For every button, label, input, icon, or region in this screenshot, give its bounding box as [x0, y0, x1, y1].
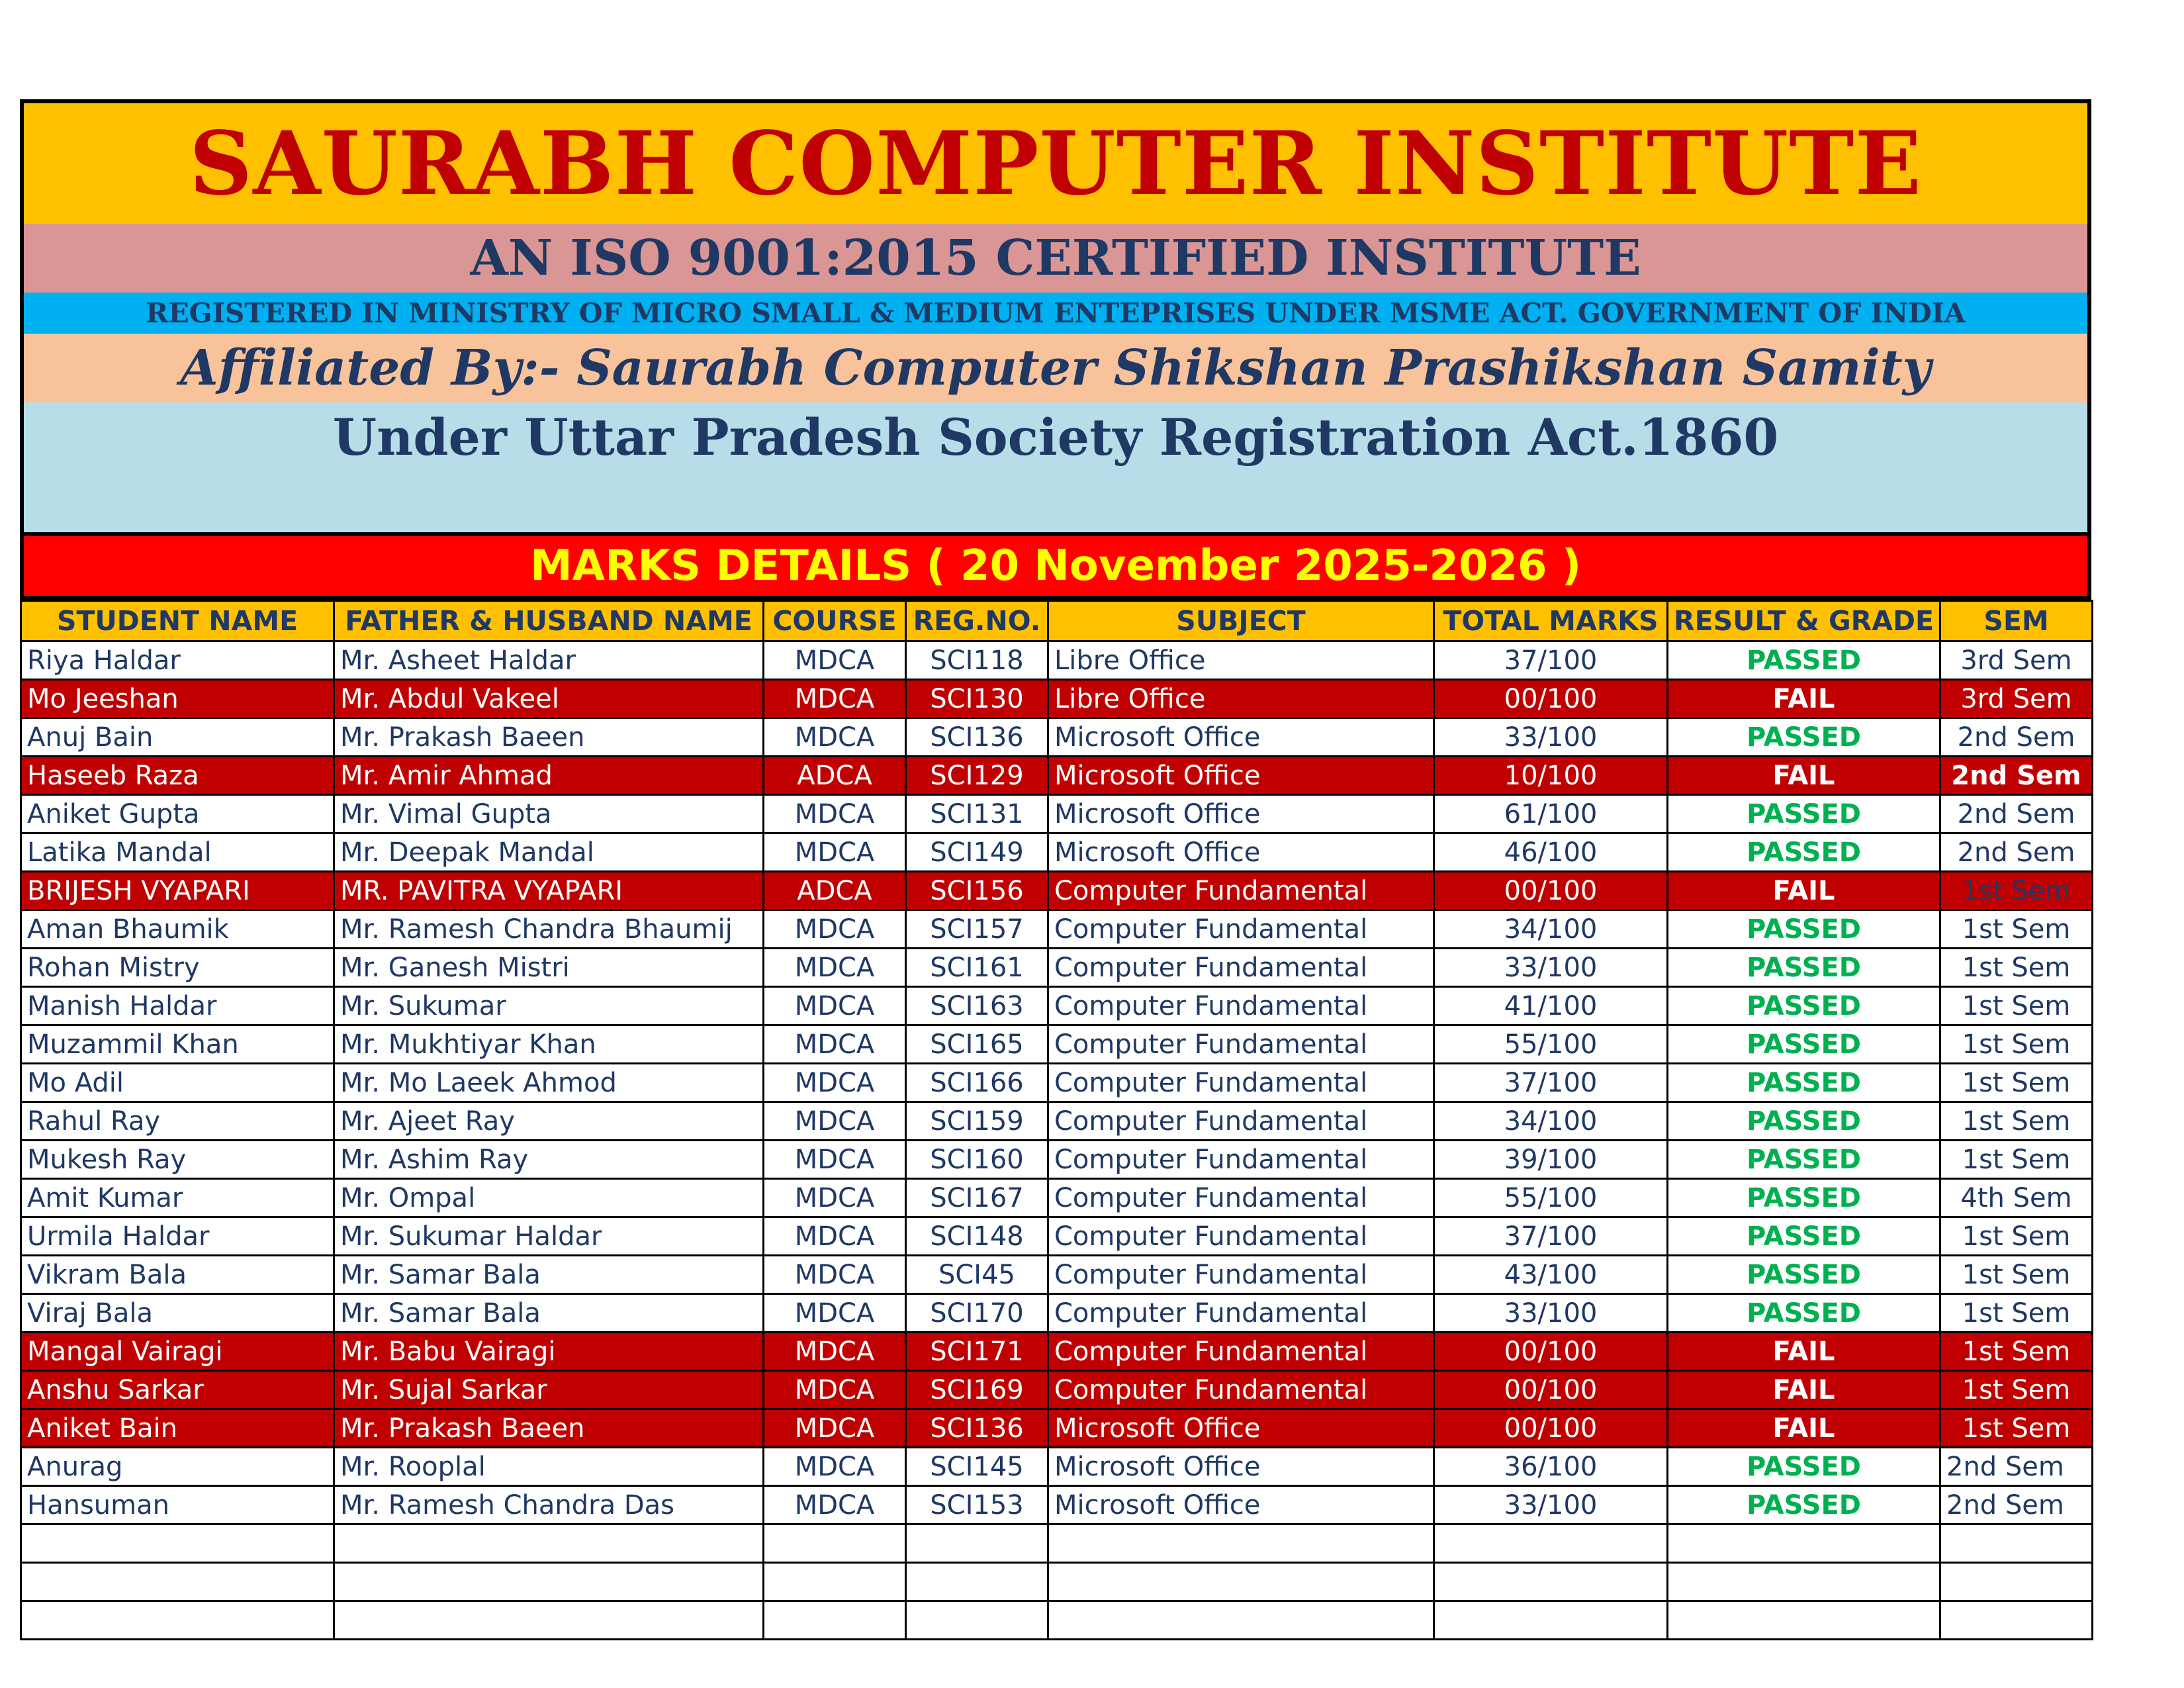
cell-course: MDCA: [764, 1333, 906, 1371]
cell-course: MDCA: [764, 1371, 906, 1409]
affiliation-line: Affiliated By:- Saurabh Computer Shikshan Prashikshan Samity: [24, 334, 2087, 402]
cell-course: MDCA: [764, 833, 906, 872]
cell-result: PASSED: [1668, 795, 1940, 833]
cell-student: Aniket Gupta: [21, 795, 334, 833]
table-row: [21, 1025, 2093, 1064]
table-row: [21, 872, 2093, 910]
empty-cell: [334, 1563, 764, 1601]
cell-marks: 33/100: [1434, 949, 1668, 987]
empty-cell: [1940, 1524, 2093, 1563]
cell-father: Mr. Vimal Gupta: [334, 795, 764, 833]
cell-reg: SCI136: [906, 1409, 1048, 1448]
cell-result: PASSED: [1668, 1102, 1940, 1141]
empty-cell: [1048, 1524, 1434, 1563]
cell-subject: Computer Fundamental: [1048, 872, 1434, 910]
cell-subject: Computer Fundamental: [1048, 1217, 1434, 1256]
cell-reg: SCI130: [906, 680, 1048, 718]
col-result: RESULT & GRADE: [1668, 601, 1940, 641]
cell-subject: Computer Fundamental: [1048, 1256, 1434, 1294]
table-row: [21, 680, 2093, 718]
cell-reg: SCI163: [906, 987, 1048, 1025]
cell-father: Mr. Ramesh Chandra Das: [334, 1486, 764, 1524]
society-registration: Under Uttar Pradesh Society Registration Act.1860: [24, 402, 2087, 532]
table-row: [21, 1102, 2093, 1141]
cell-sem: 2nd Sem: [1940, 718, 2093, 757]
empty-cell: [334, 1524, 764, 1563]
cell-student: Amit Kumar: [21, 1179, 334, 1217]
cell-result: FAIL: [1668, 1333, 1940, 1371]
cell-subject: Microsoft Office: [1048, 833, 1434, 872]
cell-sem: 1st Sem: [1940, 987, 2093, 1025]
cell-reg: SCI170: [906, 1294, 1048, 1333]
cell-sem: 1st Sem: [1940, 910, 2093, 949]
cell-student: Rohan Mistry: [21, 949, 334, 987]
cell-reg: SCI148: [906, 1217, 1048, 1256]
cell-sem: 1st Sem: [1940, 1256, 2093, 1294]
cell-student: Aman Bhaumik: [21, 910, 334, 949]
cell-marks: 37/100: [1434, 641, 1668, 680]
cell-subject: Computer Fundamental: [1048, 987, 1434, 1025]
cell-student: Anshu Sarkar: [21, 1371, 334, 1409]
cell-student: Manish Haldar: [21, 987, 334, 1025]
table-row: [21, 1179, 2093, 1217]
cell-subject: Computer Fundamental: [1048, 1064, 1434, 1102]
col-sem: SEM: [1940, 601, 2093, 641]
cell-subject: Microsoft Office: [1048, 1409, 1434, 1448]
cell-reg: SCI45: [906, 1256, 1048, 1294]
cell-student: Mo Jeeshan: [21, 680, 334, 718]
cell-result: PASSED: [1668, 718, 1940, 757]
cell-marks: 37/100: [1434, 1064, 1668, 1102]
cell-course: ADCA: [764, 757, 906, 795]
table-row: [21, 795, 2093, 833]
cell-course: MDCA: [764, 1025, 906, 1064]
col-father-name: FATHER & HUSBAND NAME: [334, 601, 764, 641]
cell-reg: SCI169: [906, 1371, 1048, 1409]
empty-cell: [1668, 1563, 1940, 1601]
cell-course: MDCA: [764, 1064, 906, 1102]
msme-registration: REGISTERED IN MINISTRY OF MICRO SMALL & MEDIUM ENTEPRISES UNDER MSME ACT. GOVERNMENT OF INDIA: [24, 293, 2087, 334]
cell-reg: SCI167: [906, 1179, 1048, 1217]
cell-father: Mr. Ompal: [334, 1179, 764, 1217]
cell-father: Mr. Ramesh Chandra Bhaumij: [334, 910, 764, 949]
cell-result: FAIL: [1668, 1371, 1940, 1409]
empty-cell: [1434, 1563, 1668, 1601]
cell-result: PASSED: [1668, 1141, 1940, 1179]
table-row: [21, 1486, 2093, 1524]
cell-father: Mr. Abdul Vakeel: [334, 680, 764, 718]
table-row: [21, 1333, 2093, 1371]
cell-marks: 61/100: [1434, 795, 1668, 833]
cell-reg: SCI160: [906, 1141, 1048, 1179]
empty-cell: [764, 1524, 906, 1563]
cell-student: Viraj Bala: [21, 1294, 334, 1333]
cell-subject: Microsoft Office: [1048, 1448, 1434, 1486]
cell-father: Mr. Prakash Baeen: [334, 1409, 764, 1448]
cell-course: MDCA: [764, 1217, 906, 1256]
cell-sem: 2nd Sem: [1940, 757, 2093, 795]
cell-father: MR. PAVITRA VYAPARI: [334, 872, 764, 910]
cell-student: Vikram Bala: [21, 1256, 334, 1294]
cell-result: PASSED: [1668, 910, 1940, 949]
institute-name: SAURABH COMPUTER INSTITUTE: [24, 103, 2087, 224]
empty-cell: [1434, 1524, 1668, 1563]
cell-result: FAIL: [1668, 1409, 1940, 1448]
table-row: [21, 1294, 2093, 1333]
cell-father: Mr. Ashim Ray: [334, 1141, 764, 1179]
cell-subject: Computer Fundamental: [1048, 1333, 1434, 1371]
table-row: [21, 757, 2093, 795]
cell-marks: 33/100: [1434, 1486, 1668, 1524]
cell-subject: Libre Office: [1048, 680, 1434, 718]
cell-sem: 1st Sem: [1940, 1333, 2093, 1371]
iso-certification: AN ISO 9001:2015 CERTIFIED INSTITUTE: [24, 224, 2087, 293]
cell-marks: 00/100: [1434, 1371, 1668, 1409]
cell-father: Mr. Mukhtiyar Khan: [334, 1025, 764, 1064]
marks-table: [20, 600, 2093, 1640]
col-course: COURSE: [764, 601, 906, 641]
cell-marks: 34/100: [1434, 910, 1668, 949]
institute-banner: [20, 99, 2091, 532]
empty-cell: [1434, 1601, 1668, 1640]
cell-course: MDCA: [764, 910, 906, 949]
table-row: [21, 641, 2093, 680]
cell-sem: 2nd Sem: [1940, 1448, 2093, 1486]
cell-sem: 2nd Sem: [1940, 795, 2093, 833]
empty-cell: [764, 1601, 906, 1640]
cell-sem: 1st Sem: [1940, 1409, 2093, 1448]
cell-father: Mr. Asheet Haldar: [334, 641, 764, 680]
empty-row: [21, 1601, 2093, 1640]
cell-result: PASSED: [1668, 1294, 1940, 1333]
cell-reg: SCI165: [906, 1025, 1048, 1064]
cell-course: MDCA: [764, 1294, 906, 1333]
cell-reg: SCI157: [906, 910, 1048, 949]
empty-cell: [21, 1601, 334, 1640]
cell-sem: 1st Sem: [1940, 1217, 2093, 1256]
cell-student: Mukesh Ray: [21, 1141, 334, 1179]
cell-sem: 1st Sem: [1940, 1371, 2093, 1409]
cell-sem: 1st Sem: [1940, 1141, 2093, 1179]
cell-marks: 41/100: [1434, 987, 1668, 1025]
cell-sem: 2nd Sem: [1940, 1486, 2093, 1524]
empty-cell: [21, 1563, 334, 1601]
cell-father: Mr. Babu Vairagi: [334, 1333, 764, 1371]
cell-sem: 4th Sem: [1940, 1179, 2093, 1217]
cell-result: FAIL: [1668, 757, 1940, 795]
table-row: [21, 1409, 2093, 1448]
cell-sem: 1st Sem: [1940, 1064, 2093, 1102]
empty-cell: [1048, 1601, 1434, 1640]
cell-subject: Computer Fundamental: [1048, 1102, 1434, 1141]
cell-father: Mr. Deepak Mandal: [334, 833, 764, 872]
empty-row: [21, 1524, 2093, 1563]
cell-student: Haseeb Raza: [21, 757, 334, 795]
cell-course: MDCA: [764, 1448, 906, 1486]
col-reg-no: REG.NO.: [906, 601, 1048, 641]
cell-father: Mr. Samar Bala: [334, 1294, 764, 1333]
cell-course: MDCA: [764, 1141, 906, 1179]
cell-course: MDCA: [764, 949, 906, 987]
cell-reg: SCI153: [906, 1486, 1048, 1524]
cell-course: MDCA: [764, 1102, 906, 1141]
cell-sem: 2nd Sem: [1940, 833, 2093, 872]
cell-reg: SCI136: [906, 718, 1048, 757]
empty-cell: [21, 1524, 334, 1563]
empty-row: [21, 1563, 2093, 1601]
cell-marks: 00/100: [1434, 872, 1668, 910]
cell-course: MDCA: [764, 1409, 906, 1448]
cell-sem: 1st Sem: [1940, 1102, 2093, 1141]
cell-subject: Microsoft Office: [1048, 795, 1434, 833]
cell-marks: 55/100: [1434, 1179, 1668, 1217]
cell-reg: SCI166: [906, 1064, 1048, 1102]
cell-marks: 43/100: [1434, 1256, 1668, 1294]
empty-cell: [1668, 1601, 1940, 1640]
cell-subject: Computer Fundamental: [1048, 1371, 1434, 1409]
cell-course: MDCA: [764, 641, 906, 680]
table-row: [21, 833, 2093, 872]
cell-student: Muzammil Khan: [21, 1025, 334, 1064]
cell-student: Latika Mandal: [21, 833, 334, 872]
cell-marks: 34/100: [1434, 1102, 1668, 1141]
cell-father: Mr. Samar Bala: [334, 1256, 764, 1294]
table-row: [21, 1256, 2093, 1294]
cell-sem: 3rd Sem: [1940, 641, 2093, 680]
cell-result: PASSED: [1668, 949, 1940, 987]
empty-cell: [1940, 1563, 2093, 1601]
cell-reg: SCI145: [906, 1448, 1048, 1486]
table-row: [21, 1217, 2093, 1256]
cell-subject: Microsoft Office: [1048, 757, 1434, 795]
cell-result: PASSED: [1668, 1179, 1940, 1217]
cell-student: Anuj Bain: [21, 718, 334, 757]
table-row: [21, 1141, 2093, 1179]
cell-course: MDCA: [764, 1256, 906, 1294]
cell-reg: SCI149: [906, 833, 1048, 872]
cell-subject: Computer Fundamental: [1048, 949, 1434, 987]
cell-course: ADCA: [764, 872, 906, 910]
cell-student: Mangal Vairagi: [21, 1333, 334, 1371]
table-row: [21, 1064, 2093, 1102]
cell-student: Aniket Bain: [21, 1409, 334, 1448]
marks-details-title: MARKS DETAILS ( 20 November 2025-2026 ): [20, 532, 2091, 600]
cell-subject: Microsoft Office: [1048, 1486, 1434, 1524]
cell-reg: SCI161: [906, 949, 1048, 987]
cell-father: Mr. Rooplal: [334, 1448, 764, 1486]
cell-student: Mo Adil: [21, 1064, 334, 1102]
cell-result: FAIL: [1668, 680, 1940, 718]
cell-subject: Computer Fundamental: [1048, 1294, 1434, 1333]
cell-course: MDCA: [764, 680, 906, 718]
cell-student: Urmila Haldar: [21, 1217, 334, 1256]
cell-father: Mr. Sujal Sarkar: [334, 1371, 764, 1409]
cell-father: Mr. Prakash Baeen: [334, 718, 764, 757]
cell-result: PASSED: [1668, 1025, 1940, 1064]
cell-reg: SCI118: [906, 641, 1048, 680]
col-subject: SUBJECT: [1048, 601, 1434, 641]
table-row: [21, 949, 2093, 987]
empty-cell: [906, 1563, 1048, 1601]
cell-marks: 00/100: [1434, 1409, 1668, 1448]
cell-subject: Computer Fundamental: [1048, 1025, 1434, 1064]
cell-reg: SCI131: [906, 795, 1048, 833]
cell-subject: Microsoft Office: [1048, 718, 1434, 757]
table-row: [21, 1371, 2093, 1409]
cell-subject: Computer Fundamental: [1048, 1179, 1434, 1217]
cell-reg: SCI156: [906, 872, 1048, 910]
marks-sheet: [20, 99, 2091, 1640]
cell-marks: 00/100: [1434, 680, 1668, 718]
cell-father: Mr. Ajeet Ray: [334, 1102, 764, 1141]
cell-marks: 39/100: [1434, 1141, 1668, 1179]
cell-student: Hansuman: [21, 1486, 334, 1524]
cell-result: PASSED: [1668, 987, 1940, 1025]
cell-student: Rahul Ray: [21, 1102, 334, 1141]
cell-subject: Computer Fundamental: [1048, 1141, 1434, 1179]
cell-marks: 55/100: [1434, 1025, 1668, 1064]
cell-father: Mr. Mo Laeek Ahmod: [334, 1064, 764, 1102]
cell-subject: Libre Office: [1048, 641, 1434, 680]
cell-course: MDCA: [764, 795, 906, 833]
empty-cell: [764, 1563, 906, 1601]
empty-cell: [906, 1524, 1048, 1563]
empty-cell: [1668, 1524, 1940, 1563]
table-row: [21, 1448, 2093, 1486]
cell-sem: 1st Sem: [1940, 1294, 2093, 1333]
cell-course: MDCA: [764, 987, 906, 1025]
empty-cell: [1048, 1563, 1434, 1601]
cell-sem: 1st Sem: [1940, 1025, 2093, 1064]
cell-course: MDCA: [764, 718, 906, 757]
cell-result: PASSED: [1668, 1486, 1940, 1524]
col-total-marks: TOTAL MARKS: [1434, 601, 1668, 641]
empty-cell: [334, 1601, 764, 1640]
cell-father: Mr. Sukumar Haldar: [334, 1217, 764, 1256]
cell-marks: 33/100: [1434, 718, 1668, 757]
cell-student: Anurag: [21, 1448, 334, 1486]
empty-cell: [1940, 1601, 2093, 1640]
cell-marks: 37/100: [1434, 1217, 1668, 1256]
cell-marks: 36/100: [1434, 1448, 1668, 1486]
cell-result: FAIL: [1668, 872, 1940, 910]
table-row: [21, 910, 2093, 949]
table-row: [21, 718, 2093, 757]
cell-sem: 3rd Sem: [1940, 680, 2093, 718]
cell-result: PASSED: [1668, 641, 1940, 680]
table-header-row: [21, 601, 2093, 641]
cell-result: PASSED: [1668, 833, 1940, 872]
cell-result: PASSED: [1668, 1217, 1940, 1256]
cell-result: PASSED: [1668, 1064, 1940, 1102]
cell-marks: 33/100: [1434, 1294, 1668, 1333]
cell-marks: 00/100: [1434, 1333, 1668, 1371]
cell-reg: SCI129: [906, 757, 1048, 795]
cell-sem: 1st Sem: [1940, 949, 2093, 987]
cell-student: Riya Haldar: [21, 641, 334, 680]
cell-marks: 10/100: [1434, 757, 1668, 795]
cell-father: Mr. Ganesh Mistri: [334, 949, 764, 987]
cell-subject: Computer Fundamental: [1048, 910, 1434, 949]
empty-cell: [906, 1601, 1048, 1640]
cell-father: Mr. Sukumar: [334, 987, 764, 1025]
cell-father: Mr. Amir Ahmad: [334, 757, 764, 795]
cell-course: MDCA: [764, 1486, 906, 1524]
cell-marks: 46/100: [1434, 833, 1668, 872]
cell-reg: SCI171: [906, 1333, 1048, 1371]
cell-course: MDCA: [764, 1179, 906, 1217]
cell-result: PASSED: [1668, 1448, 1940, 1486]
cell-sem: 1st Sem: [1940, 872, 2093, 910]
cell-result: PASSED: [1668, 1256, 1940, 1294]
table-row: [21, 987, 2093, 1025]
cell-student: BRIJESH VYAPARI: [21, 872, 334, 910]
col-student-name: STUDENT NAME: [21, 601, 334, 641]
cell-reg: SCI159: [906, 1102, 1048, 1141]
